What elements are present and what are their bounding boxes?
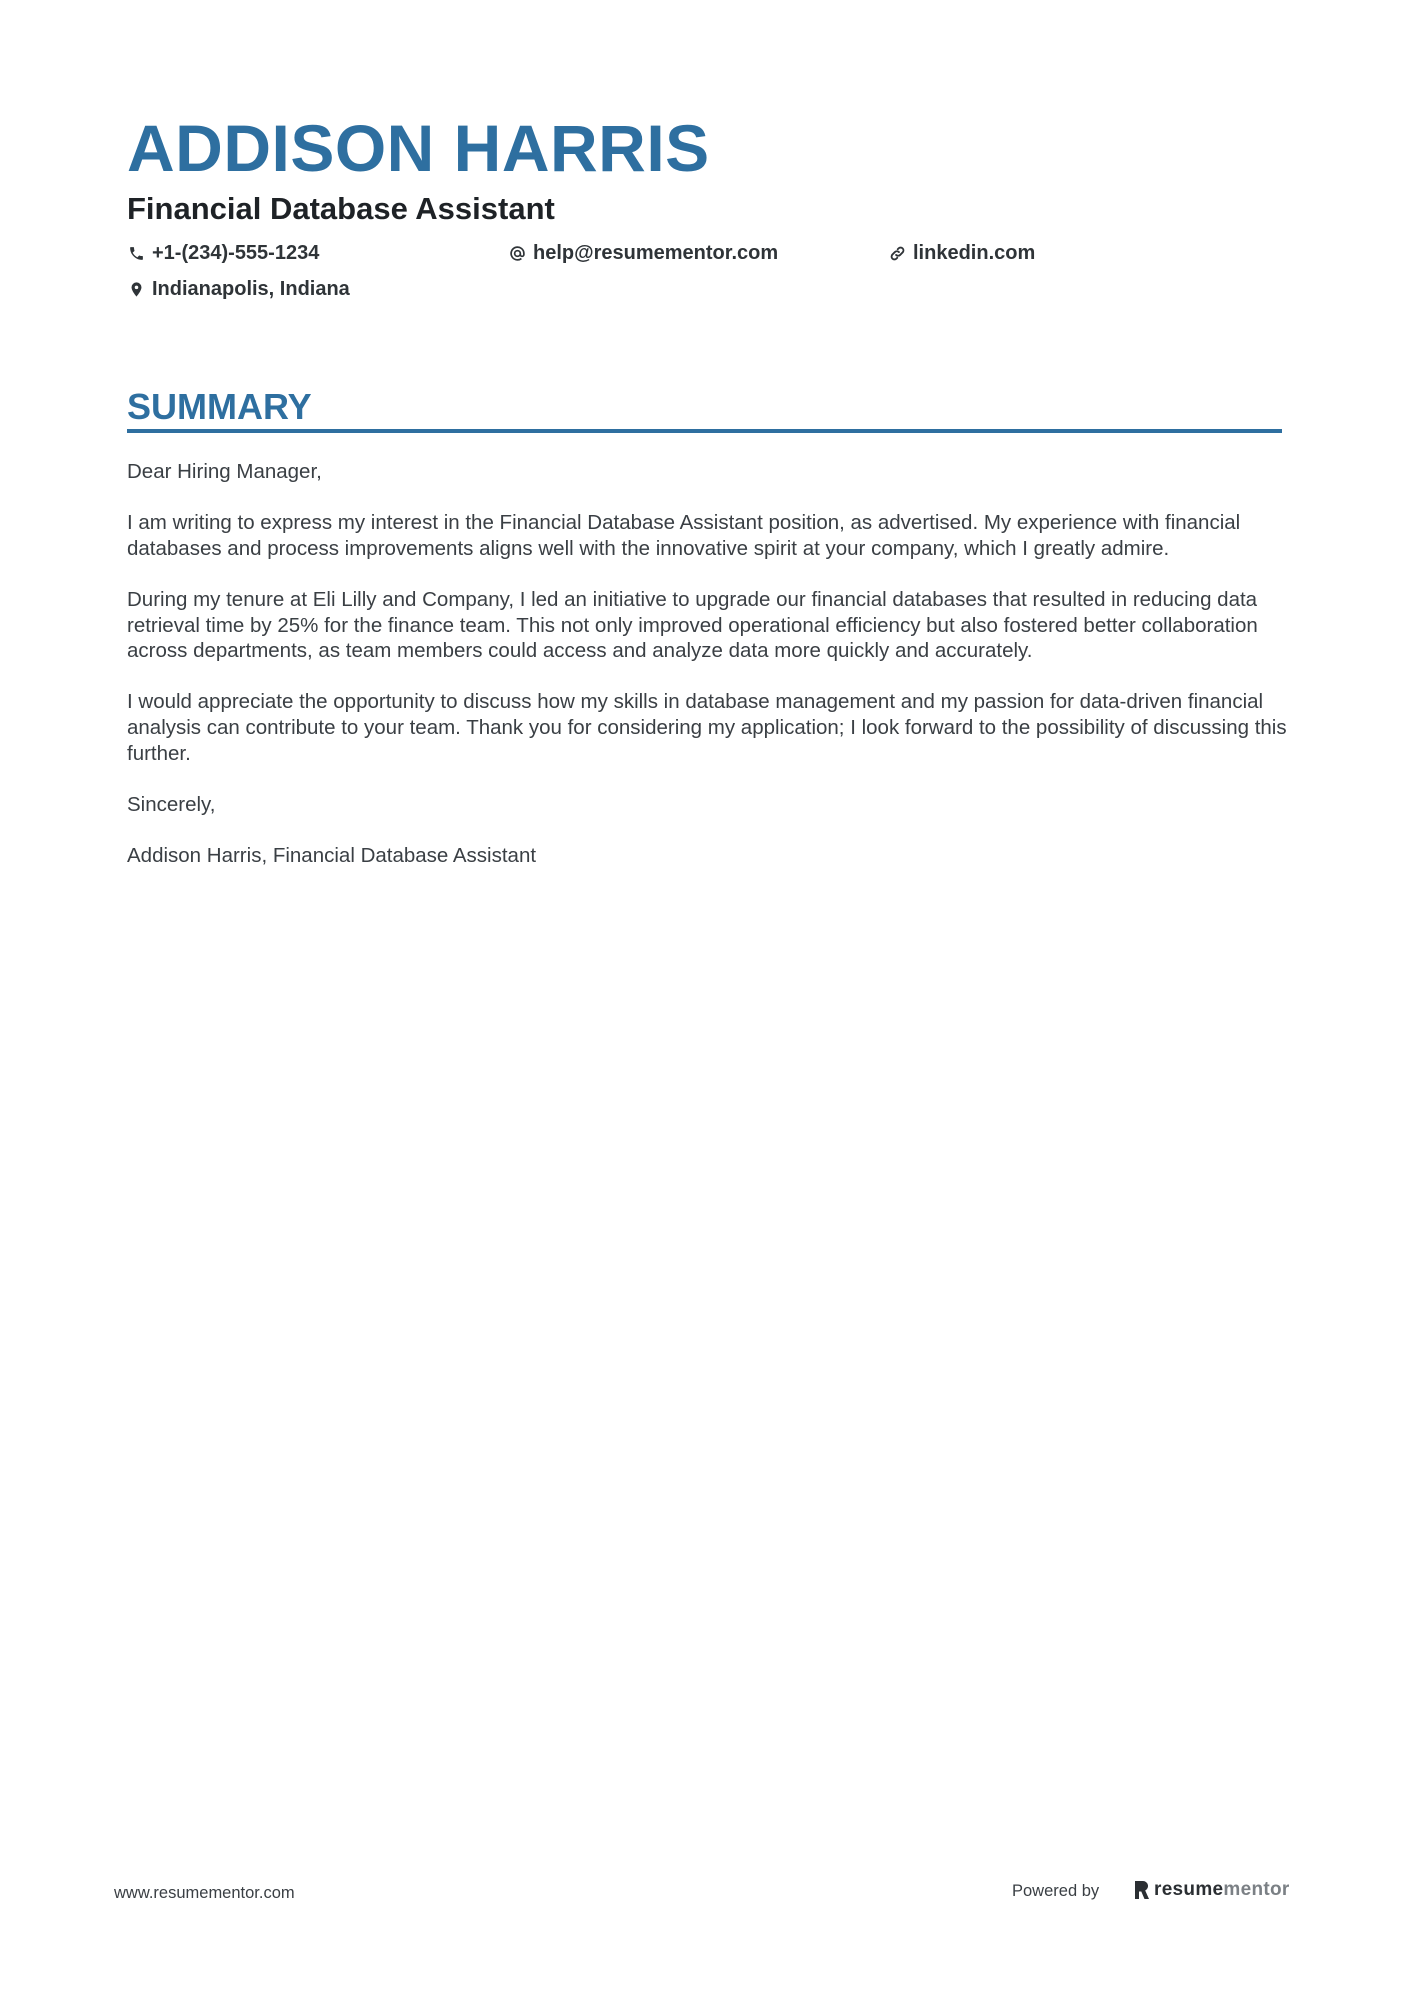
contact-link bbox=[888, 239, 1035, 267]
summary-divider bbox=[127, 429, 1282, 433]
powered-by-label: Powered by bbox=[1012, 1882, 1100, 1900]
paragraph-intro: I am writing to express my interest in the Financial Database Assistant position, as advertised. My experience with financial databases and process improvements aligns well with the innovative spirit at your company, which I greatly admire. bbox=[127, 511, 1241, 560]
summary-heading: SUMMARY bbox=[127, 386, 312, 427]
candidate-role: Financial Database Assistant bbox=[127, 191, 555, 226]
contact-email bbox=[508, 239, 778, 267]
brand-logo bbox=[1134, 1877, 1290, 1903]
email-text: help@resumementor.com bbox=[533, 242, 779, 264]
resumementor-logo-icon bbox=[1134, 1880, 1150, 1900]
link-icon bbox=[888, 244, 906, 262]
phone-icon bbox=[127, 244, 145, 262]
contact-phone bbox=[127, 239, 319, 267]
letter-body bbox=[127, 459, 1287, 894]
salutation: Dear Hiring Manager, bbox=[127, 460, 322, 483]
footer-url: www.resumementor.com bbox=[114, 1884, 295, 1902]
at-icon bbox=[508, 244, 526, 262]
signature: Addison Harris, Financial Database Assistant bbox=[127, 843, 537, 867]
brand-part-mentor: mentor bbox=[1223, 1879, 1290, 1900]
phone-text: +1-(234)-555-1234 bbox=[152, 242, 320, 264]
candidate-name: ADDISON HARRIS bbox=[127, 111, 710, 185]
sign-off: Sincerely, bbox=[127, 792, 216, 816]
map-pin-icon bbox=[127, 280, 145, 298]
contact-location bbox=[127, 275, 350, 303]
location-text: Indianapolis, Indiana bbox=[152, 278, 350, 300]
paragraph-closing: I would appreciate the opportunity to discuss how my skills in database management and my passion for data-driven financial analysis can contribute to your team. Thank you for considering my application; I look forward to the possibility of discussing this further. bbox=[127, 690, 1287, 765]
brand-part-resume: resume bbox=[1154, 1879, 1224, 1900]
paragraph-experience: During my tenure at Eli Lilly and Company, I led an initiative to upgrade our financial databases that resulted in reducing data retrieval time by 25% for the finance team. This not only improved operational efficiency but also fostered better collaboration across departments, as team members could access and analyze data more quickly and accurately. bbox=[127, 587, 1258, 663]
link-text: linkedin.com bbox=[913, 242, 1036, 264]
